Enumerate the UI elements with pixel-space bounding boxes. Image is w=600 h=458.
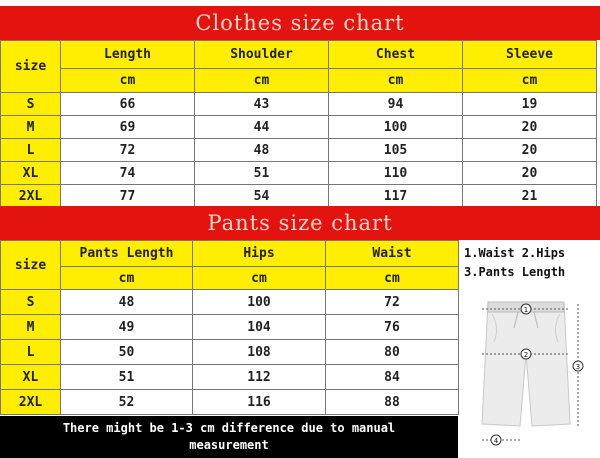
legend-line: 3.Pants Length [464, 265, 566, 279]
marker-label: 4 [493, 437, 499, 445]
pants-value-cell: 80 [326, 340, 459, 365]
pants-table-row [1, 290, 459, 315]
clothes-size-cell: XL [1, 162, 61, 185]
clothes-value-cell: 20 [463, 139, 597, 162]
clothes-size-table [0, 40, 597, 208]
pants-value-cell: 84 [326, 365, 459, 390]
marker-label: 1 [523, 306, 529, 314]
clothes-value-cell: 48 [195, 139, 329, 162]
pants-value-cell: 51 [61, 365, 193, 390]
clothes-value-cell: 105 [329, 139, 463, 162]
clothes-value-cell: 74 [61, 162, 195, 185]
clothes-unit-cell: cm [463, 69, 597, 93]
pants-size-header: size [1, 241, 61, 290]
clothes-value-cell: 43 [195, 93, 329, 116]
clothes-col-header: Length [61, 41, 195, 69]
pants-value-cell: 52 [61, 390, 193, 415]
pants-table-row [1, 315, 459, 340]
pants-unit-cell: cm [326, 267, 459, 290]
clothes-table-row [1, 116, 597, 139]
clothes-chart-title: Clothes size chart [0, 6, 600, 40]
pants-size-cell: L [1, 340, 61, 365]
clothes-table-row [1, 185, 597, 208]
disclaimer-line: There might be 1-3 cm difference due to manual [62, 421, 396, 435]
clothes-value-cell: 21 [463, 185, 597, 208]
clothes-value-cell: 72 [61, 139, 195, 162]
pants-value-cell: 72 [326, 290, 459, 315]
pants-value-cell: 49 [61, 315, 193, 340]
clothes-col-header: Shoulder [195, 41, 329, 69]
pants-size-cell: S [1, 290, 61, 315]
pants-size-cell: M [1, 315, 61, 340]
clothes-size-cell: L [1, 139, 61, 162]
pants-value-cell: 76 [326, 315, 459, 340]
pants-value-cell: 48 [61, 290, 193, 315]
pants-table-row [1, 390, 459, 415]
clothes-value-cell: 110 [329, 162, 463, 185]
clothes-col-header: Sleeve [463, 41, 597, 69]
clothes-value-cell: 20 [463, 162, 597, 185]
clothes-value-cell: 44 [195, 116, 329, 139]
pants-value-cell: 88 [326, 390, 459, 415]
pants-unit-cell: cm [61, 267, 193, 290]
marker-3 [573, 361, 583, 371]
marker-1 [521, 304, 531, 314]
clothes-size-header: size [1, 41, 61, 93]
pants-col-header: Hips [193, 241, 326, 267]
marker-4 [491, 435, 501, 445]
clothes-table-row [1, 139, 597, 162]
clothes-value-cell: 51 [195, 162, 329, 185]
clothes-value-cell: 100 [329, 116, 463, 139]
pants-size-cell: 2XL [1, 390, 61, 415]
pants-size-table [0, 240, 459, 415]
marker-label: 2 [523, 351, 529, 359]
pants-value-cell: 100 [193, 290, 326, 315]
clothes-size-cell: 2XL [1, 185, 61, 208]
pants-table-row [1, 340, 459, 365]
clothes-size-cell: S [1, 93, 61, 116]
clothes-value-cell: 77 [61, 185, 195, 208]
measurement-legend [460, 240, 596, 282]
clothes-table-row [1, 93, 597, 116]
pants-table-row [1, 365, 459, 390]
measurement-guide [460, 240, 596, 458]
shorts-diagram [460, 284, 596, 458]
clothes-unit-cell: cm [195, 69, 329, 93]
pants-value-cell: 104 [193, 315, 326, 340]
clothes-value-cell: 54 [195, 185, 329, 208]
pants-value-cell: 108 [193, 340, 326, 365]
clothes-value-cell: 20 [463, 116, 597, 139]
clothes-value-cell: 19 [463, 93, 597, 116]
pants-value-cell: 112 [193, 365, 326, 390]
clothes-unit-cell: cm [329, 69, 463, 93]
clothes-value-cell: 66 [61, 93, 195, 116]
pants-col-header: Pants Length [61, 241, 193, 267]
pants-value-cell: 116 [193, 390, 326, 415]
clothes-size-cell: M [1, 116, 61, 139]
pants-col-header: Waist [326, 241, 459, 267]
clothes-value-cell: 117 [329, 185, 463, 208]
pants-unit-cell: cm [193, 267, 326, 290]
clothes-value-cell: 94 [329, 93, 463, 116]
clothes-value-cell: 69 [61, 116, 195, 139]
pants-value-cell: 50 [61, 340, 193, 365]
marker-2 [521, 349, 531, 359]
pants-chart-title: Pants size chart [0, 206, 600, 240]
clothes-table-row [1, 162, 597, 185]
clothes-col-header: Chest [329, 41, 463, 69]
marker-label: 3 [575, 363, 581, 371]
disclaimer-line: measurement [189, 438, 269, 452]
clothes-unit-cell: cm [61, 69, 195, 93]
measurement-disclaimer [0, 416, 458, 458]
pants-size-cell: XL [1, 365, 61, 390]
legend-line: 1.Waist 2.Hips [464, 246, 566, 260]
